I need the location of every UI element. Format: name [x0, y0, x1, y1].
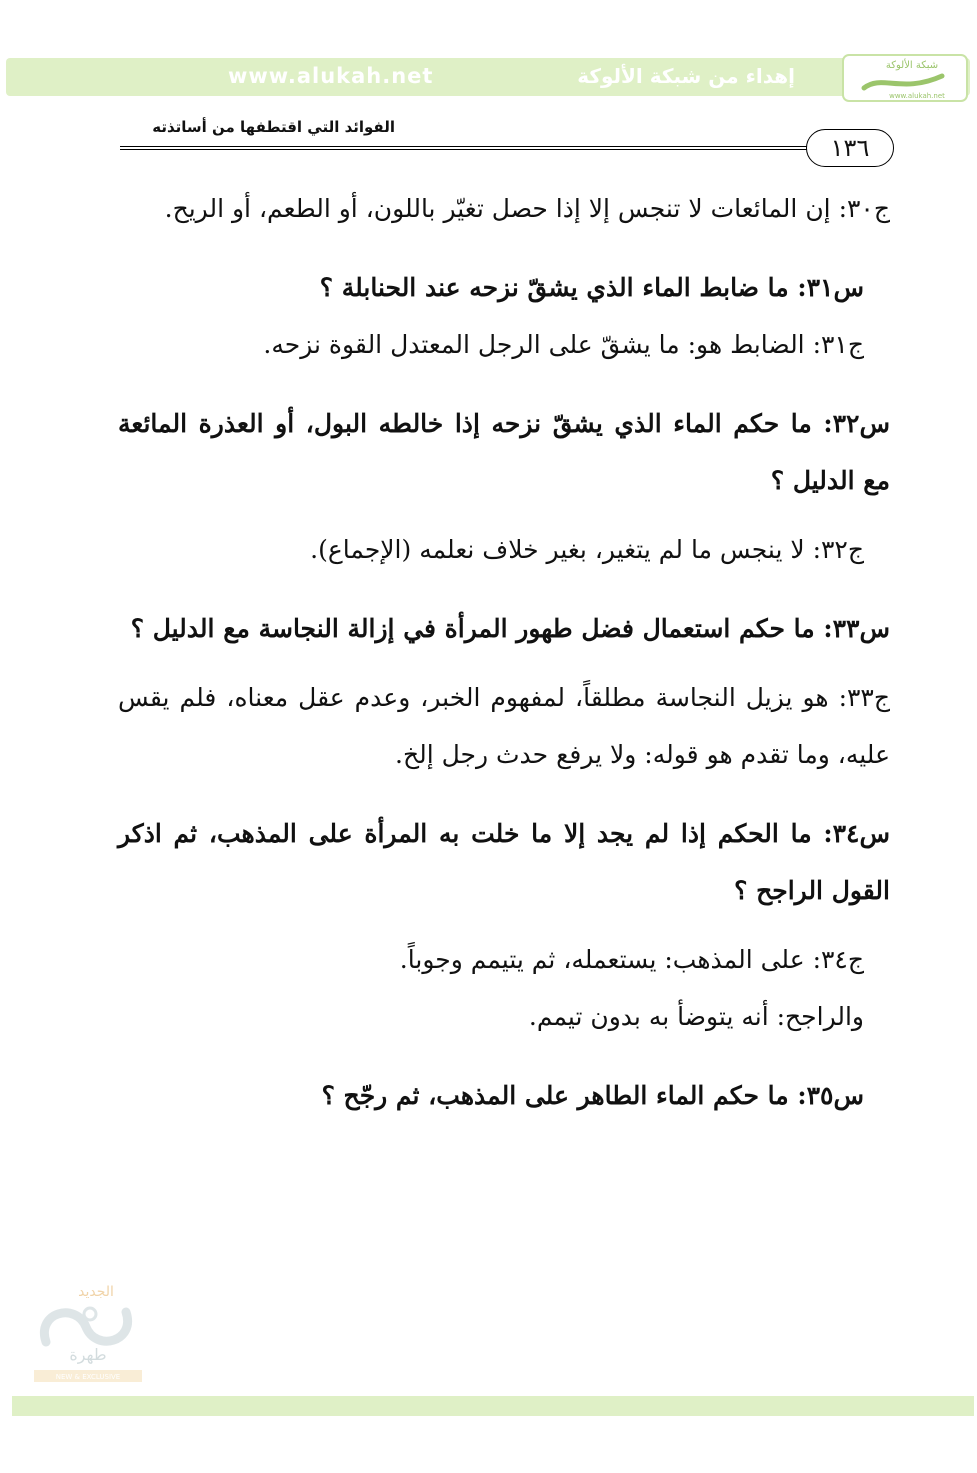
banner-gift-text: إهداء من شبكة الألوكة [577, 64, 795, 88]
question-33: س٣٣: ما حكم استعمال فضل طهور المرأة في إزالة النجاسة مع الدليل ؟ [130, 614, 890, 643]
question-32: س٣٢: ما حكم الماء الذي يشقّ نزحه إذا خالطه البول، أو العذرة المائعة مع الدليل ؟ [118, 409, 890, 495]
answer-33: ج٣٣: هو يزيل النجاسة مطلقاً، لمفهوم الخبر، وعدم عقل معناه، فلم يقس عليه، وما تقدم هو قوله: ولا يرفع حدث رجل إلخ. [118, 683, 890, 769]
question-34: س٣٤: ما الحكم إذا لم يجد إلا ما خلت به المرأة على المذهب، ثم اذكر القول الراجح ؟ [118, 819, 890, 905]
logo-text-top: شبكة الألوكة [885, 60, 939, 71]
page-number: ١٣٦ [806, 129, 894, 167]
answer-32: ج٣٢: لا ينجس ما لم يتغير، بغير خلاف نعلمه (الإجماع). [310, 535, 864, 564]
banner-site-url: www.alukah.net [228, 64, 434, 88]
answer-31: ج٣١: الضابط هو: ما يشقّ على الرجل المعتدل القوة نزحه. [263, 330, 864, 359]
page-body [118, 180, 890, 1124]
stamp-text-bottom: NEW & EXCLUSIVE [55, 1373, 121, 1381]
stamp-text-top: الجديد [78, 1284, 114, 1300]
bottom-banner [12, 1396, 974, 1416]
logo-text-sub: www.alukah.net [889, 92, 945, 100]
answer-30: ج٣٠: إن المائعات لا تنجس إلا إذا حصل تغيّر باللون، أو الطعم، أو الريح. [164, 194, 890, 223]
alukah-logo [842, 54, 968, 102]
top-banner [6, 58, 970, 96]
header-rule [120, 146, 810, 150]
question-31: س٣١: ما ضابط الماء الذي يشقّ نزحه عند الحنابلة ؟ [319, 273, 864, 302]
question-35: س٣٥: ما حكم الماء الطاهر على المذهب، ثم رجّح ؟ [321, 1081, 864, 1110]
stamp-text-main: طهرة [69, 1345, 107, 1364]
new-exclusive-stamp [26, 1272, 150, 1384]
answer-34-madhhab: ج٣٤: على المذهب: يستعمله، ثم يتيمم وجوباً. [399, 945, 864, 974]
answer-34-rajih: والراجح: أنه يتوضأ به بدون تيمم. [528, 1002, 864, 1031]
running-title: الفوائد التي اقتطفها من أساتذته [152, 118, 395, 136]
